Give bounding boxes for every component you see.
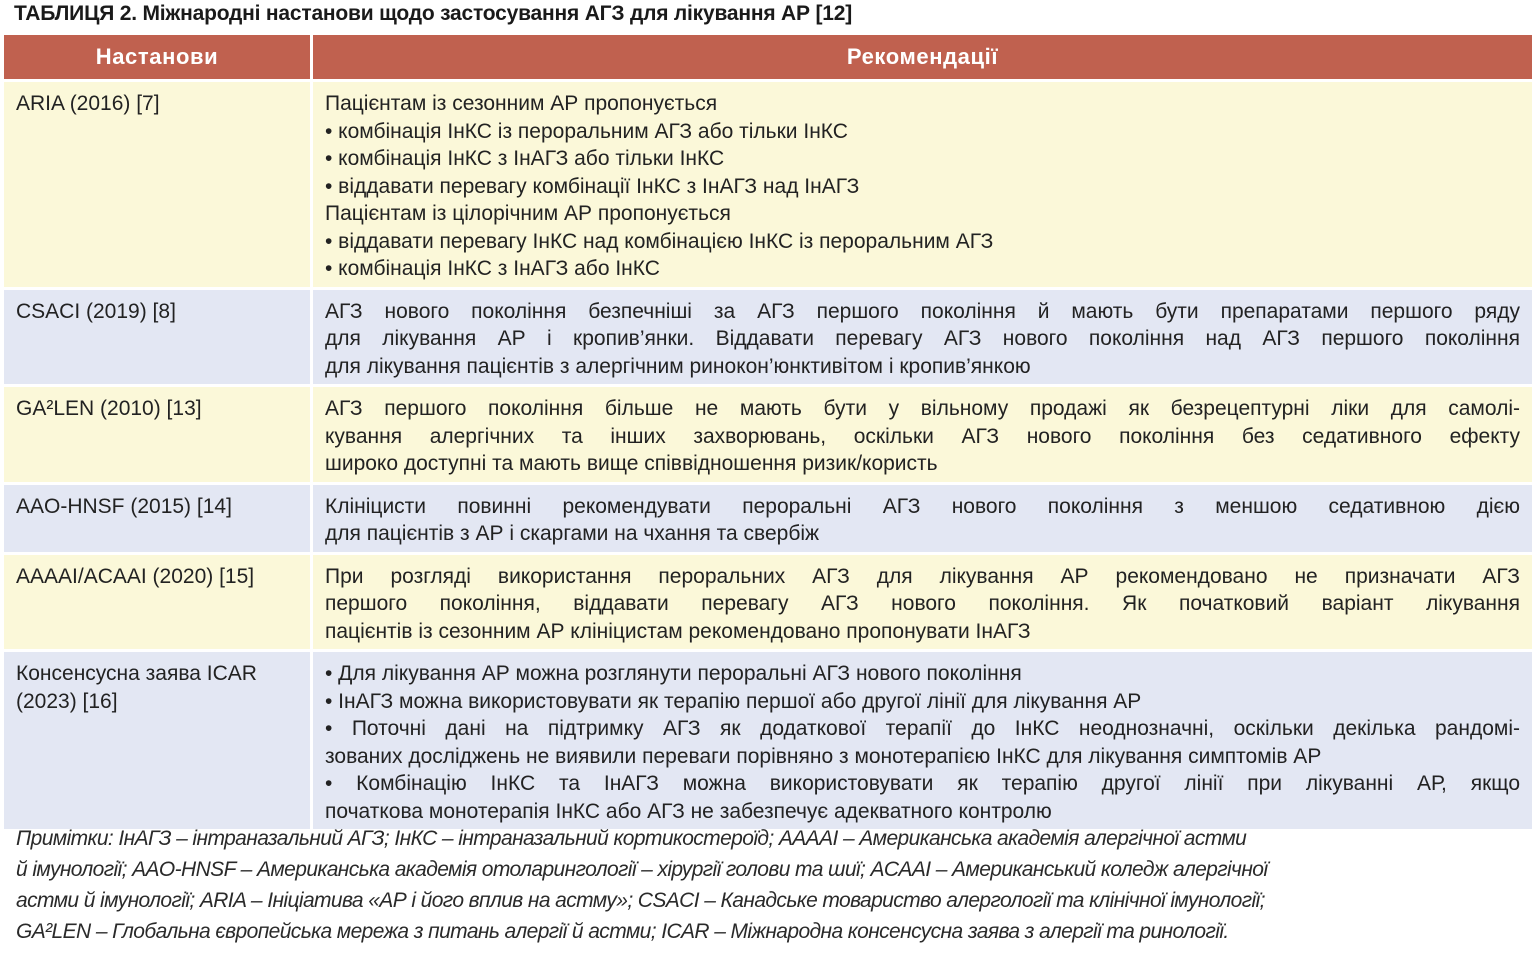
recommendation-line: • Поточні дані на підтримку АГЗ як додаткової терапії до ІнКС неоднозначні, оскільки декілька рандомі- [325,717,1520,740]
recommendation-line: Пацієнтам із сезонним АР пропонується [325,92,718,115]
recommendation-line: АГЗ першого покоління більше не мають бути у вільному продажі як безрецептурні ліки для самолі- [325,397,1520,420]
table-row [4,651,1532,830]
recommendation-line: • комбінація ІнКС з ІнАГЗ або тільки ІнКС [325,147,725,170]
guideline-cell [4,288,312,386]
guideline-name: ARIA (2016) [7] [16,92,160,115]
guideline-name: GA²LEN (2010) [13] [16,397,202,420]
guideline-cell [4,386,312,484]
recommendation-line: • віддавати перевагу ІнКС над комбінацією ІнКС із пероральним АГЗ [325,229,994,253]
recommendation-line: пацієнтів із сезонним АР клініцистам рекомендовано пропонувати ІнАГЗ [325,619,1031,643]
recommendation-line: початкова монотерапія ІнКС або АГЗ не забезпечує адекватного контролю [325,799,1052,823]
table-notes [16,823,1522,947]
recommendation-line: першого покоління, віддавати перевагу АГЗ нового покоління. Як початковий варіант лікування [325,592,1520,615]
table-row [4,483,1532,553]
recommendation-cell [312,553,1533,651]
guideline-cell [4,483,312,553]
recommendation-line: АГЗ нового покоління безпечніші за АГЗ першого покоління й мають бути препаратами першого ряду [325,299,1520,323]
recommendation-line: для пацієнтів з АР і скаргами на чхання та свербіж [325,522,820,545]
recommendation-line: • комбінація ІнКС з ІнАГЗ або ІнКС [325,257,660,280]
recommendation-cell [312,386,1533,484]
guideline-cell [4,651,312,830]
guideline-cell [4,553,312,651]
recommendation-cell [312,288,1533,386]
recommendation-line: Пацієнтам із цілорічним АР пропонується [325,202,731,225]
recommendation-line: • віддавати перевагу комбінації ІнКС з ІнАГЗ над ІнАГЗ [325,174,860,198]
table-title: ТАБЛИЦЯ 2. Міжнародні настанови щодо застосування АГЗ для лікування АР [12] [14,2,852,25]
table-row [4,288,1532,386]
note-line: й імунології; AAO-HNSF – Американська академія отоларингології – хірургії голови та шиї; ACAAI – Американський коледж алергічної [16,858,1268,881]
header-recommendations: Рекомендації [312,35,1533,81]
recommendation-line: • Комбінацію ІнКС та ІнАГЗ можна використовувати як терапію другої лінії при лікуванні АР, якщо [325,772,1520,795]
guideline-name: Консенсусна заява ICAR [16,662,257,685]
table-header-row [4,35,1532,81]
guideline-name: (2023) [16] [16,689,118,713]
recommendation-cell [312,81,1533,289]
note-line: GA²LEN – Глобальна європейська мережа з питань алергії й астми; ICAR – Міжнародна консенсусна заява з алергії та ринології. [16,920,1229,943]
recommendation-line: • комбінація ІнКС із пероральним АГЗ або тільки ІнКС [325,119,848,143]
recommendation-line: • ІнАГЗ можна використовувати як терапію першої або другої лінії для лікування АР [325,689,1142,713]
recommendation-line: Клініцисти повинні рекомендувати пероральні АГЗ нового покоління з меншою седативною дією [325,494,1520,518]
recommendation-cell [312,483,1533,553]
guideline-name: CSACI (2019) [8] [16,299,176,323]
recommendation-line: При розгляді використання пероральних АГЗ для лікування АР рекомендовано не призначати АГЗ [325,564,1520,588]
table-row [4,386,1532,484]
recommendation-line: • Для лікування АР можна розглянути пероральні АГЗ нового покоління [325,662,1022,685]
table-row [4,81,1532,289]
recommendation-line: для лікування пацієнтів з алергічним ринокон’юнктивітом і кропив’янкою [325,354,1031,378]
recommendation-line: для лікування АР і кропив’янки. Віддавати перевагу АГЗ нового покоління над АГЗ першого покоління [325,327,1520,350]
table-row [4,553,1532,651]
guidelines-table [4,35,1532,829]
recommendation-line: широко доступні та мають вище співвідношення ризик/користь [325,452,938,475]
header-guidelines: Настанови [4,35,312,81]
guideline-name: AAO-HNSF (2015) [14] [16,494,232,518]
recommendation-cell [312,651,1533,830]
note-line: астми й імунології; ARIA – Ініціатива «АР і його вплив на астму»; CSACI – Канадське товариство алергології та клінічної імунології; [16,889,1265,912]
note-line: Примітки: ІнАГЗ – інтраназальний АГЗ; ІнКС – інтраназальний кортикостероїд; AAAAI – Американська академія алергічної астми [16,827,1247,850]
recommendation-line: кування алергічних та інших захворювань, оскільки АГЗ нового покоління без седативного ефекту [325,424,1520,448]
guideline-cell [4,81,312,289]
guideline-name: AAAAI/ACAAI (2020) [15] [16,564,255,588]
recommendation-line: зованих досліджень не виявили переваги порівняно з монотерапією ІнКС для лікування симптомів АР [325,744,1322,768]
